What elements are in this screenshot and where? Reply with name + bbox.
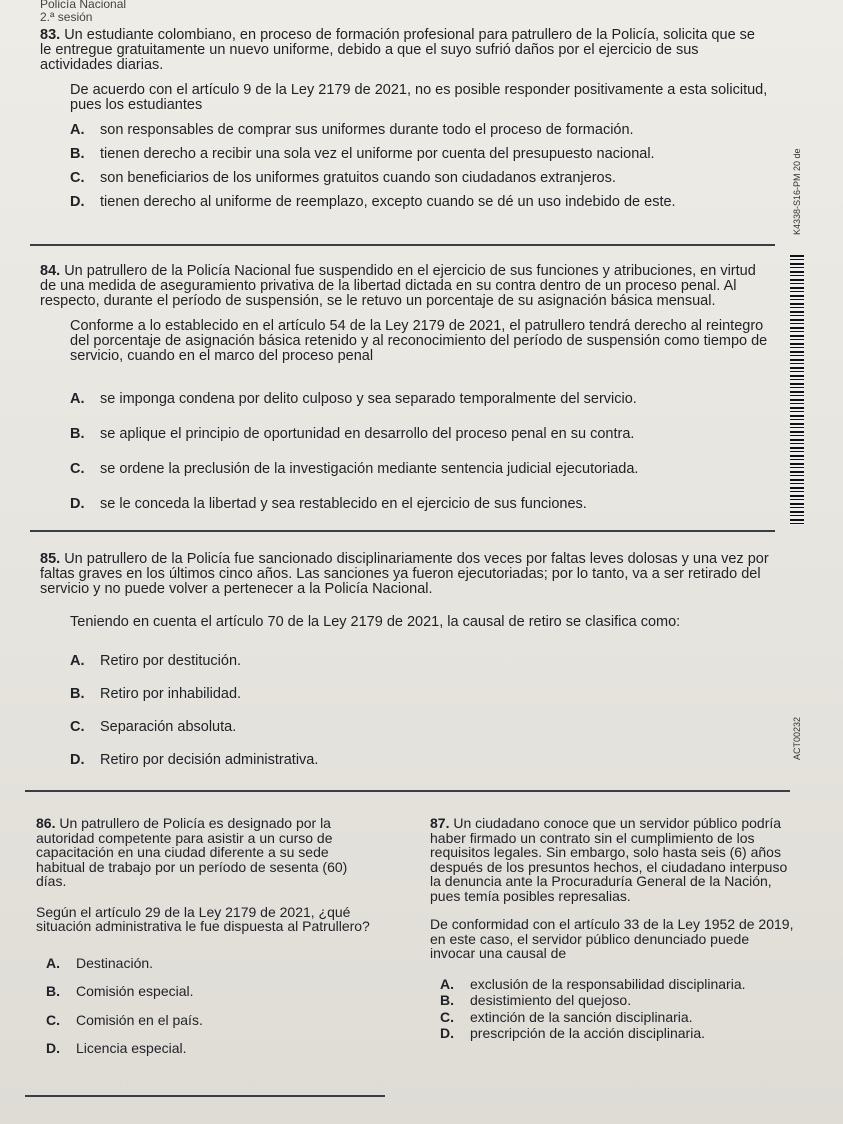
option-d: D. se le conceda la libertad y sea restablecido en el ejercicio de sus funciones. [70, 496, 587, 512]
question-stem: Según el artículo 29 de la Ley 2179 de 2021, ¿qué situación administrativa le fue dispuesta al Patrullero? [36, 903, 370, 934]
option-b: B. Retiro por inhabilidad. [70, 686, 242, 702]
question-number: 86. [36, 815, 56, 831]
option-a: A. se imponga condena por delito culposo y sea separado temporalmente del servicio. [70, 391, 637, 407]
org-header: Policía Nacional [40, 0, 127, 11]
divider [30, 244, 775, 246]
question-text: Un patrullero de Policía es designado por la autoridad competente para asistir a un curso de capacitación en una ciudad diferente a su sede habitual de trabajo por un período de sesenta (60) días. [36, 815, 348, 889]
option-c: C. Separación absoluta. [70, 719, 237, 735]
question-stem: De acuerdo con el artículo 9 de la Ley 2179 de 2021, no es posible responder positivamente a esta solicitud, pues los estudiantes [70, 82, 768, 113]
option-c: C. extinción de la sanción disciplinaria. [440, 1008, 693, 1025]
divider [25, 790, 790, 792]
option-d: D. Retiro por decisión administrativa. [70, 752, 319, 768]
question-85 [40, 552, 780, 777]
question-stem: Conforme a lo establecido en el artículo 54 de la Ley 2179 de 2021, el patrullero tendrá derecho al reintegro del porcentaje de asignación básica retenido y al reconocimiento del período de suspensión como tiempo de servicio, cuando en el marco del proceso penal [70, 318, 768, 364]
question-text: Un patrullero de la Policía fue sancionado disciplinariamente dos veces por faltas leves dolosas y una vez por faltas graves en los últimos cinco años. Las sanciones ya fueron ejecutoriadas; por lo tanto, va a ser retirado del servicio y no puede volver a pertenecer a la Policía Nacional. [40, 551, 769, 597]
option-b: B. se aplique el principio de oportunidad en desarrollo del proceso penal en su contra. [70, 426, 635, 442]
question-text: Un patrullero de la Policía Nacional fue suspendido en el ejercicio de sus funciones y atribuciones, en virtud de una medida de aseguramiento privativa de la libertad dictada en su contra dentro de un proceso penal. Al respecto, durante el período de suspensión, se le retuvo un porcentaje de su asignación básica mensual. [40, 263, 756, 309]
option-d: D. Licencia especial. [46, 1040, 187, 1056]
question-number: 83. [40, 27, 61, 43]
question-text: Un ciudadano conoce que un servidor público podría haber firmado un contrato sin el cumplimiento de los requisitos legales. Sin embargo, solo hasta seis (6) años después de los presuntos hechos, el ciudadano interpuso la denuncia ante la Procuraduría General de la Nación, pues temía posibles represalias. [430, 815, 788, 904]
question-stem: Teniendo en cuenta el artículo 70 de la Ley 2179 de 2021, la causal de retiro se clasifica como: [70, 614, 681, 630]
question-stem: De conformidad con el artículo 33 de la Ley 1952 de 2019, en este caso, el servidor público denunciado puede invocar una causal de [430, 916, 794, 961]
option-a: A. exclusión de la responsabilidad disciplinaria. [440, 975, 746, 992]
barcode [790, 255, 804, 525]
option-b: B. tienen derecho a recibir una sola vez el uniforme por cuenta del presupuesto nacional. [70, 146, 655, 162]
option-b: B. Comisión especial. [46, 983, 194, 999]
option-c: C. son beneficiarios de los uniformes gratuitos cuando son ciudadanos extranjeros. [70, 170, 616, 186]
side-code-2: ACT00232 [792, 716, 802, 760]
question-84 [40, 264, 775, 521]
question-number: 84. [40, 263, 61, 279]
option-d: D. prescripción de la acción disciplinaria. [440, 1025, 706, 1041]
side-code-1: K4338-S16-PM 20 de [792, 148, 802, 235]
option-a: A. Destinación. [46, 954, 154, 971]
question-87 [430, 816, 795, 1047]
question-number: 87. [430, 815, 450, 831]
question-text: Un estudiante colombiano, en proceso de formación profesional para patrullero de la Policía, solicita que se le entregue gratuitamente un nuevo uniforme, debido a que el suyo sufrió daños por el ejercicio de sus actividades diarias. [40, 27, 755, 73]
option-a: A. son responsables de comprar sus uniformes durante todo el proceso de formación. [70, 122, 634, 138]
option-d: D. tienen derecho al uniforme de reemplazo, excepto cuando se dé un uso indebido de este. [70, 194, 676, 210]
question-83 [40, 28, 770, 219]
divider [30, 530, 775, 532]
divider [25, 1095, 385, 1097]
question-number: 85. [40, 551, 61, 567]
option-b: B. desistimiento del quejoso. [440, 992, 632, 1008]
option-c: C. Comisión en el país. [46, 1011, 203, 1028]
option-c: C. se ordene la preclusión de la investigación mediante sentencia judicial ejecutoriada. [70, 461, 639, 477]
question-86 [36, 816, 376, 1062]
session-label: 2.ª sesión [40, 10, 93, 24]
option-a: A. Retiro por destitución. [70, 653, 242, 669]
